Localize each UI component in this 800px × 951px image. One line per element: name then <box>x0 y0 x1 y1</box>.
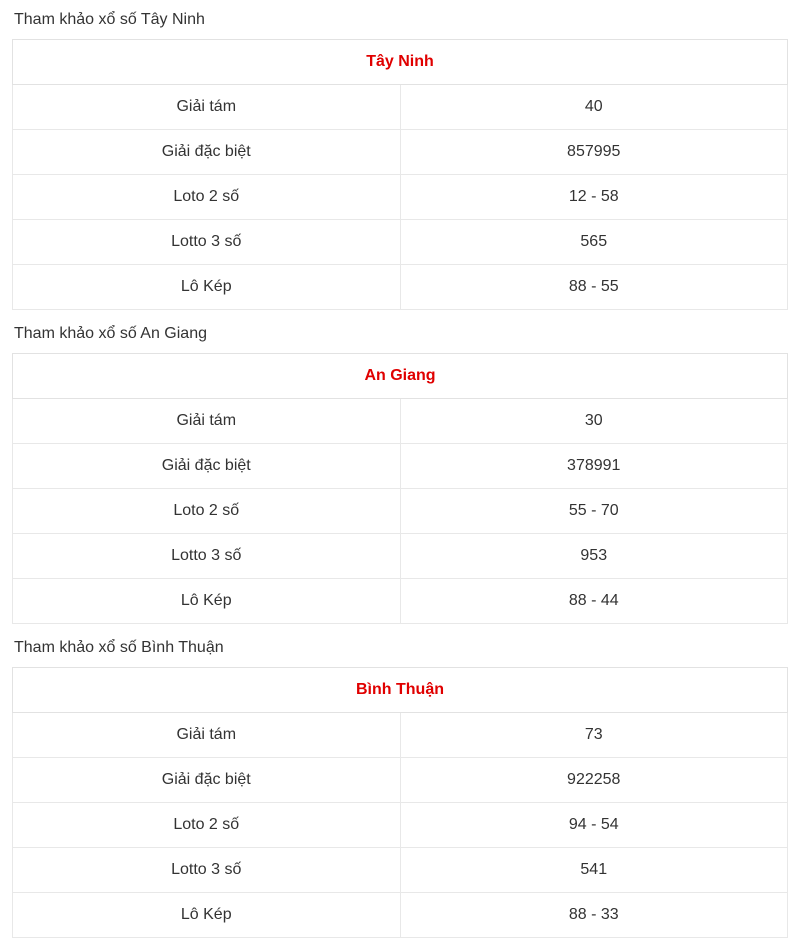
province-name: An Giang <box>13 354 788 399</box>
prize-label: Giải tám <box>13 713 401 758</box>
prize-label: Lotto 3 số <box>13 220 401 265</box>
table-row <box>13 848 788 893</box>
table-row <box>13 713 788 758</box>
lottery-table <box>12 39 788 310</box>
section-title: Tham khảo xổ số Bình Thuận <box>14 639 224 656</box>
prize-value: 30 <box>400 399 788 444</box>
lottery-section <box>12 628 788 938</box>
section-title: Tham khảo xổ số An Giang <box>14 325 207 342</box>
prize-value: 857995 <box>400 130 788 175</box>
table-row <box>13 534 788 579</box>
prize-label: Giải tám <box>13 399 401 444</box>
prize-value: 73 <box>400 713 788 758</box>
table-row <box>13 399 788 444</box>
prize-label: Giải tám <box>13 85 401 130</box>
prize-label: Lô Kép <box>13 265 401 310</box>
prize-value: 922258 <box>400 758 788 803</box>
table-row <box>13 265 788 310</box>
section-title: Tham khảo xổ số Tây Ninh <box>14 11 205 28</box>
table-header-row <box>13 668 788 713</box>
table-row <box>13 85 788 130</box>
table-row <box>13 175 788 220</box>
prize-value: 88 - 33 <box>400 893 788 938</box>
table-row <box>13 220 788 265</box>
table-header-row <box>13 354 788 399</box>
prize-label: Giải đặc biệt <box>13 758 401 803</box>
prize-value: 378991 <box>400 444 788 489</box>
table-row <box>13 893 788 938</box>
prize-label: Lotto 3 số <box>13 534 401 579</box>
province-name: Tây Ninh <box>13 40 788 85</box>
prize-value: 40 <box>400 85 788 130</box>
table-header-row <box>13 40 788 85</box>
table-row <box>13 444 788 489</box>
prize-label: Loto 2 số <box>13 175 401 220</box>
lottery-section <box>12 0 788 310</box>
lottery-section <box>12 314 788 624</box>
table-row <box>13 489 788 534</box>
prize-value: 88 - 55 <box>400 265 788 310</box>
lottery-table <box>12 667 788 938</box>
prize-value: 565 <box>400 220 788 265</box>
prize-label: Lotto 3 số <box>13 848 401 893</box>
prize-value: 541 <box>400 848 788 893</box>
table-row <box>13 803 788 848</box>
prize-value: 953 <box>400 534 788 579</box>
table-row <box>13 130 788 175</box>
province-name: Bình Thuận <box>13 668 788 713</box>
lottery-table <box>12 353 788 624</box>
prize-value: 12 - 58 <box>400 175 788 220</box>
table-row <box>13 579 788 624</box>
prize-value: 88 - 44 <box>400 579 788 624</box>
prize-value: 55 - 70 <box>400 489 788 534</box>
table-row <box>13 758 788 803</box>
prize-label: Loto 2 số <box>13 489 401 534</box>
prize-label: Giải đặc biệt <box>13 444 401 489</box>
prize-label: Giải đặc biệt <box>13 130 401 175</box>
prize-label: Lô Kép <box>13 579 401 624</box>
prize-label: Loto 2 số <box>13 803 401 848</box>
prize-value: 94 - 54 <box>400 803 788 848</box>
prize-label: Lô Kép <box>13 893 401 938</box>
